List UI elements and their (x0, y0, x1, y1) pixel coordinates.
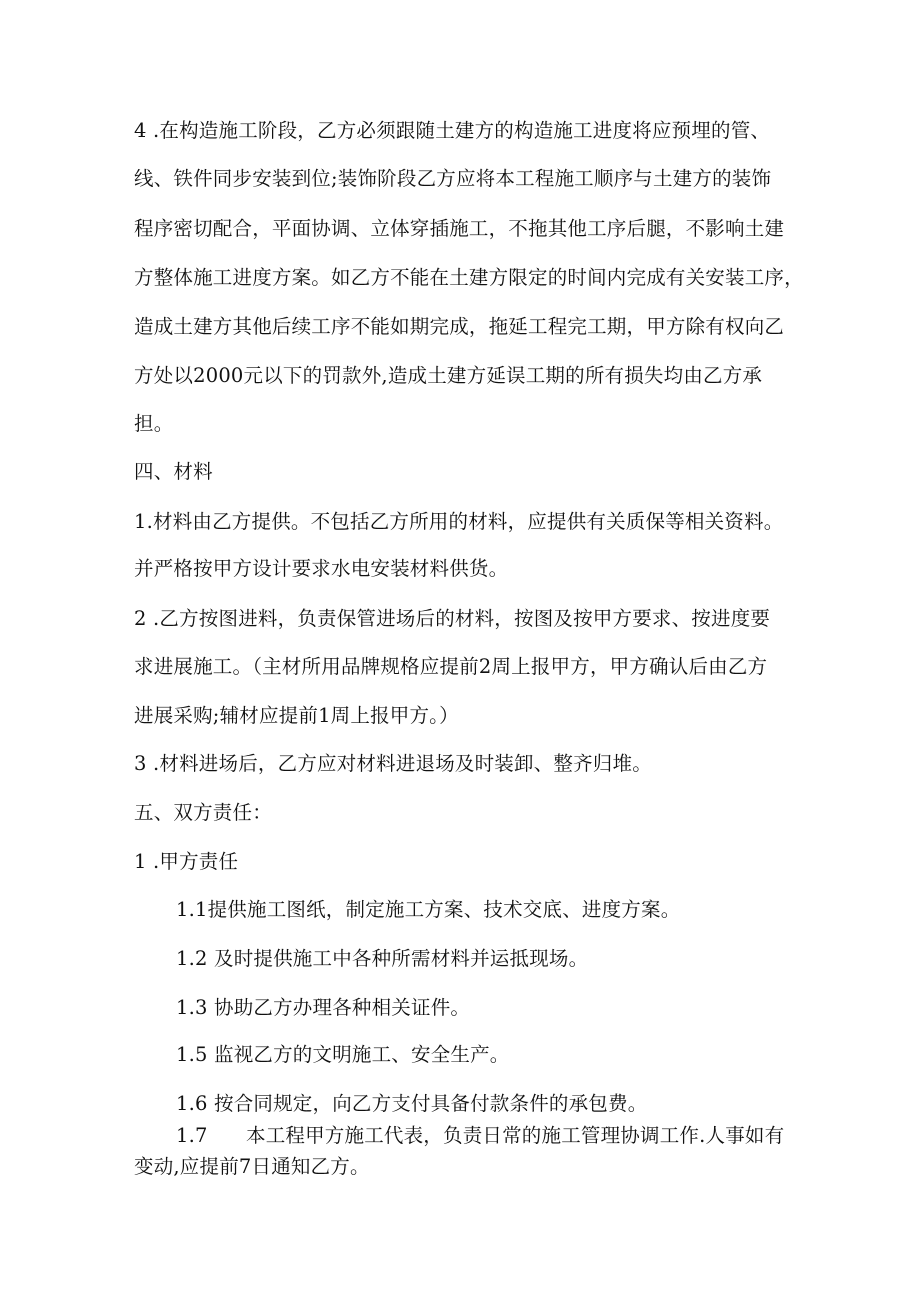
list-item: 1.2 及时提供施工中各种所需材料并运抵现场。 (176, 947, 589, 970)
paragraph-line: 方整体施工进度方案。如乙方不能在土建方限定的时间内完成有关安装工序， (134, 266, 804, 289)
list-item: 1.7 本工程甲方施工代表，负责日常的施工管理协调工作.人事如有 (176, 1124, 785, 1147)
section-heading-materials: 四、材料 (134, 460, 213, 483)
list-item: 1.5 监视乙方的文明施工、安全生产。 (176, 1043, 510, 1066)
list-item: 1.6 按合同规定，向乙方支付具备付款条件的承包费。 (176, 1092, 648, 1115)
paragraph-line: 并严格按甲方设计要求水电安装材料供货。 (134, 557, 509, 580)
paragraph-line: 3 .材料进场后，乙方应对材料进退场及时装卸、整齐归堆。 (134, 752, 652, 775)
paragraph-line: 程序密切配合，平面协调、立体穿插施工，不拖其他工序后腿，不影响土建 (134, 217, 785, 240)
section-heading-responsibilities: 五、双方责任： (134, 801, 272, 824)
paragraph-line: 变动,应提前7日通知乙方。 (134, 1155, 370, 1178)
paragraph-line: 4 .在构造施工阶段，乙方必须跟随土建方的构造施工进度将应预埋的管、 (134, 119, 771, 142)
paragraph-line: 求进展施工。（主材所用品牌规格应提前2周上报甲方，甲方确认后由乙方 (134, 655, 768, 678)
paragraph-line: 进展采购;辅材应提前1周上报甲方。） (134, 704, 459, 727)
paragraph-line: 方处以2000元以下的罚款外,造成土建方延误工期的所有损失均由乙方承 (134, 364, 763, 387)
paragraph-line: 1.材料由乙方提供。不包括乙方所用的材料，应提供有关质保等相关资料。 (134, 510, 784, 533)
paragraph-line: 造成土建方其他后续工序不能如期完成，拖延工程完工期，甲方除有权向乙 (134, 315, 785, 338)
list-item: 1.1提供施工图纸，制定施工方案、技术交底、进度方案。 (176, 898, 681, 921)
paragraph-line: 2 .乙方按图进料，负责保管进场后的材料，按图及按甲方要求、按进度要 (134, 607, 771, 630)
list-item: 1.3 协助乙方办理各种相关证件。 (176, 996, 471, 1019)
paragraph-line: 担。 (134, 412, 174, 435)
subsection-heading: 1 .甲方责任 (134, 850, 239, 873)
paragraph-line: 线、铁件同步安装到位;装饰阶段乙方应将本工程施工顺序与土建方的装饰 (134, 167, 772, 190)
